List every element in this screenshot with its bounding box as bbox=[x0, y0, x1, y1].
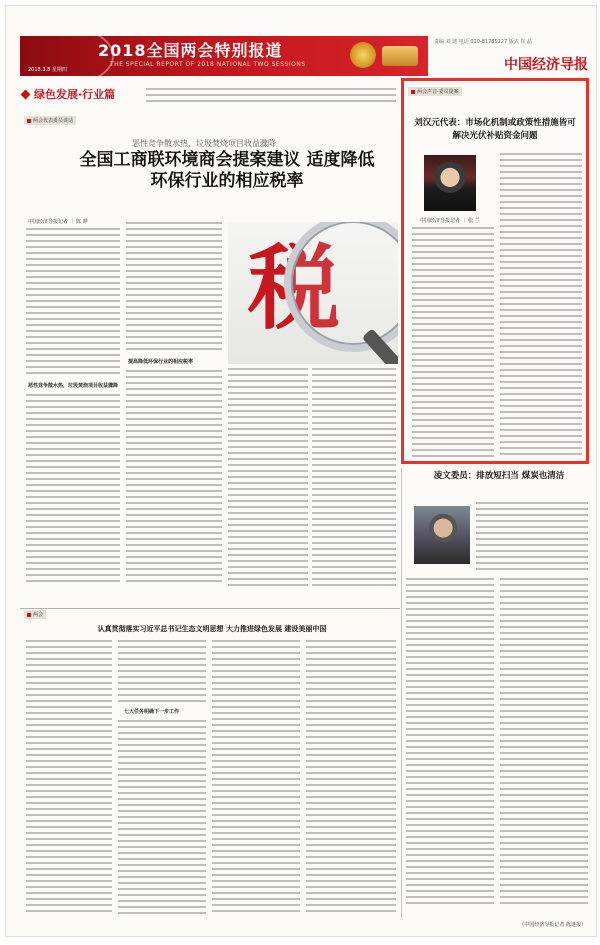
section-label bbox=[20, 86, 144, 104]
lead-byline: 中国经济导报记者 ｜ 陈 晔 bbox=[28, 219, 88, 225]
committee-member-photo bbox=[414, 506, 470, 564]
footer-source: （中国经济导报记者 陈迷报） bbox=[519, 922, 586, 928]
bottom-divider bbox=[20, 608, 400, 619]
newspaper-page bbox=[5, 5, 597, 937]
bottom-body-col-1 bbox=[26, 640, 112, 916]
tag-bottom-text: 两会 bbox=[33, 612, 44, 618]
bottom-body-col-2a bbox=[118, 640, 206, 704]
lead-subhead-2: 提高降低环保行业的相应税率 bbox=[128, 359, 194, 365]
editor-meta: 责编 刘 迪 电话 010-81785127 版式 崔 晶 bbox=[434, 39, 532, 45]
tax-glyph: 税 bbox=[248, 234, 341, 342]
right-article-byline: 中国经济导报记者 ｜ 张 兰 bbox=[420, 218, 480, 224]
portrait-photo bbox=[424, 155, 476, 211]
banner-title: 2018全国两会特别报道 bbox=[98, 41, 283, 60]
right-body-col-2 bbox=[500, 153, 582, 459]
banner-red-band bbox=[20, 36, 428, 76]
tag-right-top bbox=[408, 87, 462, 96]
lead-subhead-1: 恶性竞争散水热，垃圾焚烧项目收益骤降 bbox=[28, 383, 119, 389]
highlighted-right-article bbox=[401, 78, 589, 464]
lead-body-col-2b bbox=[126, 370, 222, 586]
section-intro-text bbox=[146, 88, 396, 102]
lead-body-col-1 bbox=[26, 228, 120, 378]
banner-date: 2018.3.8 星期四 bbox=[28, 67, 67, 73]
square-icon bbox=[27, 613, 31, 617]
lead-kicker: 恶性竞争散水热，垃圾焚烧项目收益骤降 bbox=[132, 139, 276, 148]
special-report-banner bbox=[20, 36, 592, 78]
bottom-body-col-3 bbox=[212, 640, 300, 916]
tax-magnifier-image bbox=[228, 222, 398, 364]
banner-subtitle: THE SPECIAL REPORT OF 2018 NATIONAL TWO SESSIONS bbox=[110, 61, 306, 68]
lead-body-col-3 bbox=[228, 368, 308, 586]
side-body-col-2 bbox=[500, 578, 588, 908]
tag-right-top-text: 两会声音·委员提案 bbox=[417, 89, 459, 95]
tag-left-top bbox=[24, 116, 76, 125]
paper-logo: 中国经济导报 bbox=[504, 57, 588, 73]
tag-left-top-text: 两会代表委员谈话 bbox=[33, 118, 74, 124]
bottom-subhead-1: 七大任务明确下一步工作 bbox=[124, 709, 180, 715]
bottom-body-col-2b bbox=[118, 720, 206, 916]
diamond-icon bbox=[21, 90, 31, 100]
side-body-col-1 bbox=[406, 578, 494, 908]
square-icon bbox=[411, 90, 415, 94]
national-emblem-icon bbox=[350, 42, 376, 68]
great-hall-icon bbox=[382, 46, 418, 66]
lead-body-col-2 bbox=[126, 222, 222, 354]
lead-headline: 全国工商联环境商会提案建议 适度降低环保行业的相应税率 bbox=[79, 150, 375, 191]
lead-body-col-4 bbox=[312, 368, 396, 586]
tag-bottom bbox=[24, 610, 46, 619]
bottom-headline: 认真贯彻落实习近平总书记生态文明思想 大力推进绿色发展 建设美丽中国 bbox=[97, 624, 327, 633]
square-icon bbox=[27, 119, 31, 123]
side-article-headline: 凌文委员：排放短扫当 煤炭也清洁 bbox=[433, 471, 565, 481]
vertical-rule bbox=[401, 468, 402, 918]
side-body-top bbox=[476, 502, 588, 574]
right-article-headline: 刘汉元代表：市场化机制或政策性措施皆可解决光伏补贴资金问题 bbox=[414, 118, 576, 141]
bottom-body-col-4 bbox=[306, 640, 396, 916]
right-body-col-1 bbox=[412, 227, 494, 459]
section-label-text: 绿色发展·行业篇 bbox=[34, 88, 116, 101]
lead-body-col-1b bbox=[26, 394, 120, 586]
